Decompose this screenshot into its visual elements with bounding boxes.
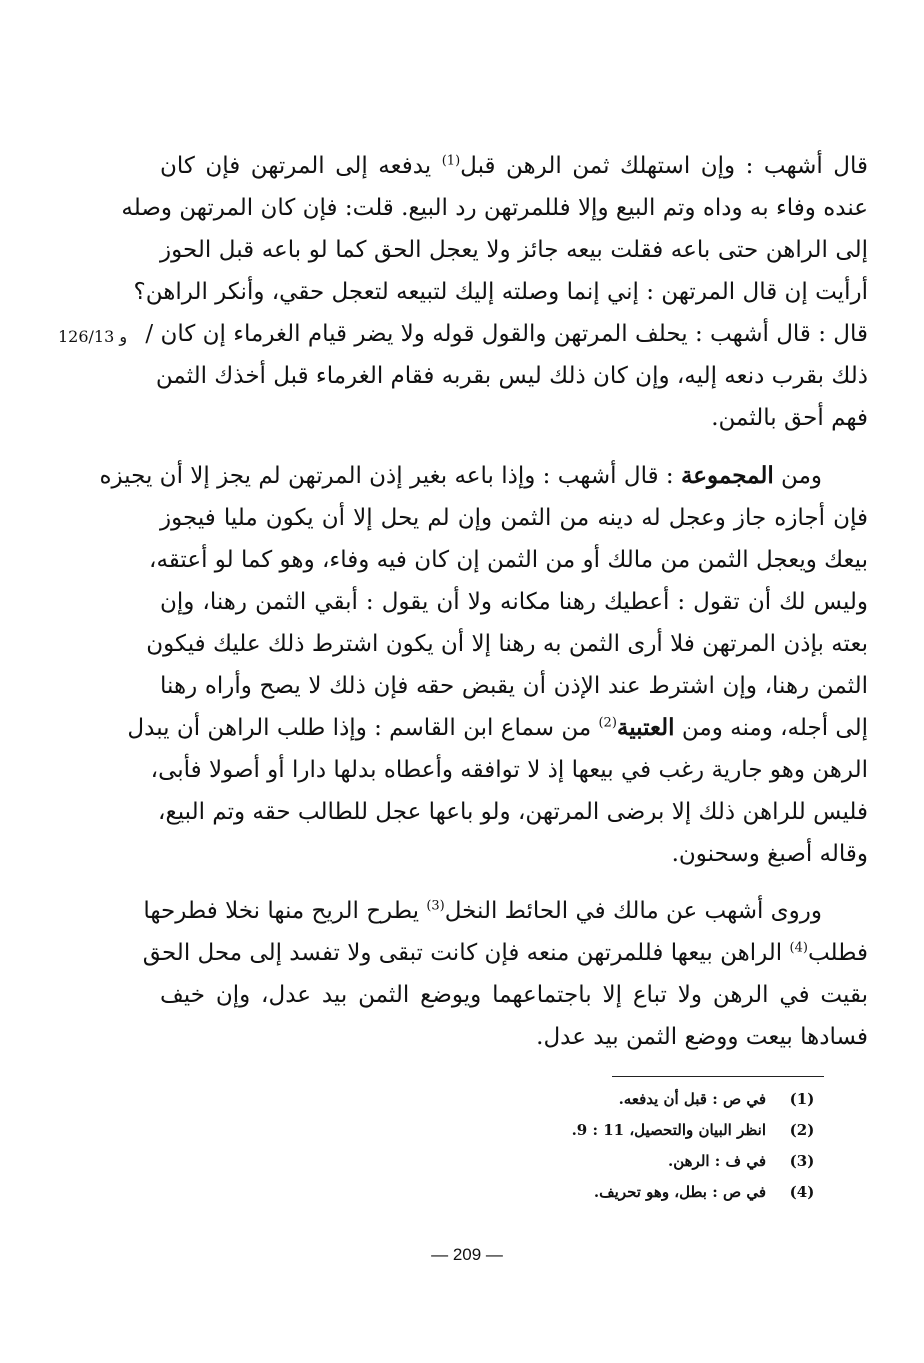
text-line: بعته بإذن المرتهن فلا أرى الثمن به رهنا إلا أن يكون اشترط ذلك عليك فيكون xyxy=(146,631,868,657)
footnote-text: انظر البيان والتحصيل، 11 : 9. xyxy=(571,1121,766,1139)
text-line: بيعك ويعجل الثمن من مالك أو من الثمن إن كان فيه وفاء، وهو كما لو أعتقه، xyxy=(149,547,868,573)
footnote-number: (4) xyxy=(789,1183,815,1201)
text-line: وروى أشهب عن مالك في الحائط النخل$^{(3)}$ يطرح الريح منها نخلا فطرحها xyxy=(143,898,822,924)
text-line: بقيت في الرهن ولا تباع إلا باجتماعهما ويوضع الثمن بيد عدل، وإن خيف xyxy=(160,982,868,1008)
text-line: إلى أجله، ومنه ومن العتبية$^{(2)}$ من سماع ابن القاسم : وإذا طلب الراهن أن يبدل xyxy=(127,714,868,741)
text-line: وليس لك أن تقول : أعطيك رهنا مكانه ولا أن يقول : أبقي الثمن رهنا، وإن xyxy=(160,589,868,615)
manuscript-folio-note: 126/13 و xyxy=(58,327,128,346)
text-line: قال أشهب : وإن استهلك ثمن الرهن قبل$^{(1)}$ يدفعه إلى المرتهن فإن كان xyxy=(160,153,868,179)
text-line: قال : قال أشهب : يحلف المرتهن والقول قوله ولا يضر قيام الغرماء إن كان / xyxy=(145,321,868,347)
text-line: فسادها بيعت ووضع الثمن بيد عدل. xyxy=(536,1024,868,1050)
footnote-divider xyxy=(612,1076,824,1077)
paragraph-2 xyxy=(99,455,868,875)
text-line: الثمن رهنا، وإن اشترط عند الإذن أن يقبض حقه فإن ذلك لا يصح وأراه رهنا xyxy=(160,673,868,699)
text-line: فليس للراهن ذلك إلا برضى المرتهن، ولو باعها عجل للطالب حقه وتم البيع، xyxy=(158,799,868,825)
footnote-item xyxy=(480,1084,824,1115)
footnote-number: (2) xyxy=(789,1121,815,1139)
text-line: فهم أحق بالثمن. xyxy=(711,405,868,431)
text-line: إلى الراهن حتى باعه فقلت بيعه جائز ولا يعجل الحق كما لو باعه قبل الحوز xyxy=(160,237,868,263)
footnote-ref-1: (1) xyxy=(441,153,461,169)
book-title-utbiyya: العتبية xyxy=(616,714,675,741)
footnote-number: (3) xyxy=(789,1152,815,1170)
paragraph-3 xyxy=(142,890,868,1058)
text-line: ذلك بقرب دنعه إليه، وإن كان ذلك ليس بقربه فقام الغرماء قبل أخذك الثمن xyxy=(155,363,868,389)
text-line: فطلب$^{(4)}$ الراهن بيعها فللمرتهن منعه فإن كانت تبقى ولا تفسد إلى محل الحق xyxy=(142,940,868,966)
footnote-number: (1) xyxy=(789,1090,815,1108)
text-line: ومن المجموعة : قال أشهب : وإذا باعه بغير إذن المرتهن لم يجز إلا أن يجيزه xyxy=(99,462,822,489)
footnote-text: في ف : الرهن. xyxy=(668,1152,766,1170)
footnote-ref-4: (4) xyxy=(789,940,808,956)
footnote-item xyxy=(480,1146,824,1177)
text-line: عنده وفاء به وداه وتم البيع وإلا فللمرتهن رد البيع. قلت: فإن كان المرتهن وصله xyxy=(121,195,868,221)
footnote-text: في ص : قبل أن يدفعه. xyxy=(618,1090,766,1108)
paragraph-1 xyxy=(121,145,868,439)
footnote-item xyxy=(480,1177,824,1208)
footnote-ref-3: (3) xyxy=(426,898,445,914)
text-line: الرهن وهو جارية رغب في بيعها إذ لا توافقه وأعطاه بدلها دارا أو أصولا فأبى، xyxy=(150,757,868,783)
text-line: أرأيت إن قال المرتهن : إني إنما وصلته إليك لتبيعه لتعجل حقي، وأنكر الراهن؟ xyxy=(133,279,868,305)
footnotes xyxy=(480,1084,824,1208)
text-line: وقاله أصبغ وسحنون. xyxy=(671,841,868,867)
footnote-item xyxy=(480,1115,824,1146)
page-number: — 209 — xyxy=(431,1245,503,1264)
book-title-majmua: المجموعة xyxy=(680,462,774,489)
footnote-ref-2: (2) xyxy=(598,715,617,731)
text-line: فإن أجازه جاز وعجل له دينه من الثمن وإن لم يحل إلا أن يكون مليا فيجوز xyxy=(160,505,868,531)
footnote-text: في ص : بطل، وهو تحريف. xyxy=(593,1183,766,1201)
